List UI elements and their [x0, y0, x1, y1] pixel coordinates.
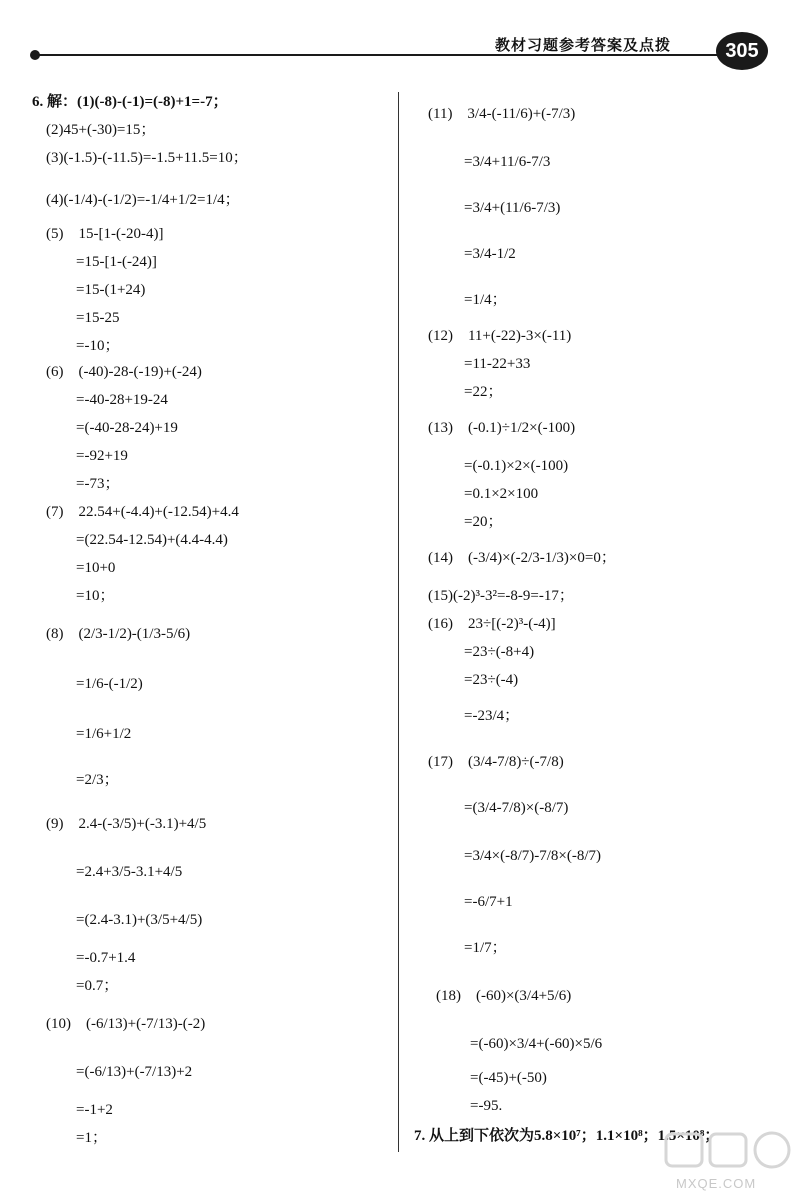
answer-line: =(3/4-7/8)×(-8/7): [464, 800, 569, 816]
answer-line: =10；: [76, 588, 115, 604]
answer-line: =3/4+(11/6-7/3): [464, 200, 561, 216]
answer-line: =1/7；: [464, 940, 507, 956]
answer-line: (16) 23÷[(-2)³-(-4)]: [428, 616, 556, 632]
answer-line: =1/6+1/2: [76, 726, 132, 742]
answer-line: =22；: [464, 384, 503, 400]
column-divider: [398, 92, 399, 1152]
answer-line: (5) 15-[1-(-20-4)]: [46, 226, 164, 242]
answer-line: =(-6/13)+(-7/13)+2: [76, 1064, 193, 1080]
answer-line: =(-45)+(-50): [470, 1070, 547, 1086]
page-number-badge: 305: [716, 32, 768, 70]
answer-line: (3)(-1.5)-(-11.5)=-1.5+11.5=10；: [46, 150, 248, 166]
answer-line: =15-[1-(-24)]: [76, 254, 157, 270]
answer-line: =(2.4-3.1)+(3/5+4/5): [76, 912, 203, 928]
header-title: 教材习题参考答案及点拨: [495, 37, 672, 54]
answer-line: =-0.7+1.4: [76, 950, 136, 966]
answer-line: =-23/4；: [464, 708, 520, 724]
answer-line: =10+0: [76, 560, 116, 576]
answer-line: =1/4；: [464, 292, 507, 308]
answer-line: =1/6-(-1/2): [76, 676, 143, 692]
answer-line: =-92+19: [76, 448, 128, 464]
answer-line: (17) (3/4-7/8)÷(-7/8): [428, 754, 564, 770]
answer-line: =3/4×(-8/7)-7/8×(-8/7): [464, 848, 602, 864]
answer-line: (13) (-0.1)÷1/2×(-100): [428, 420, 576, 436]
answer-line: (2)45+(-30)=15；: [46, 122, 156, 138]
answer-line: =(-0.1)×2×(-100): [464, 458, 569, 474]
answer-line: =11-22+33: [464, 356, 531, 372]
answer-line: =23÷(-8+4): [464, 644, 535, 660]
answer-line: =(-40-28-24)+19: [76, 420, 178, 436]
answer-line: (14) (-3/4)×(-2/3-1/3)×0=0；: [428, 550, 616, 566]
answer-line: (6) (-40)-28-(-19)+(-24): [46, 364, 202, 380]
answer-line: =-73；: [76, 476, 120, 492]
answer-line: =1；: [76, 1130, 107, 1146]
answer-line: =2.4+3/5-3.1+4/5: [76, 864, 183, 880]
answer-line: =23÷(-4): [464, 672, 519, 688]
answer-line: =-95.: [470, 1098, 503, 1114]
answer-line: =15-(1+24): [76, 282, 146, 298]
watermark-text: MXQE.COM: [676, 1176, 757, 1191]
answer-line: =-6/7+1: [464, 894, 513, 910]
answer-line: =20；: [464, 514, 503, 530]
answer-line: =-10；: [76, 338, 120, 354]
answer-line: =-1+2: [76, 1102, 113, 1118]
answer-line: (7) 22.54+(-4.4)+(-12.54)+4.4: [46, 504, 239, 520]
answer-line: =-40-28+19-24: [76, 392, 168, 408]
answer-line: =(-60)×3/4+(-60)×5/6: [470, 1036, 603, 1052]
answer-line: =2/3；: [76, 772, 119, 788]
answer-line: =0.7；: [76, 978, 119, 994]
answer-line: =3/4+11/6-7/3: [464, 154, 551, 170]
answer-line: (18) (-60)×(3/4+5/6): [436, 988, 572, 1004]
answer-line: (4)(-1/4)-(-1/2)=-1/4+1/2=1/4；: [46, 192, 240, 208]
page-header: [0, 0, 810, 90]
answer-line: 7. 从上到下依次为5.8×10⁷；1.1×10⁸；1.5×10⁸；: [414, 1128, 720, 1144]
answer-line: (10) (-6/13)+(-7/13)-(-2): [46, 1016, 206, 1032]
answer-line: (15)(-2)³-3²=-8-9=-17；: [428, 588, 574, 604]
answer-line: 6. 解：(1)(-8)-(-1)=(-8)+1=-7；: [32, 94, 228, 110]
answer-line: (8) (2/3-1/2)-(1/3-5/6): [46, 626, 191, 642]
answer-line: (11) 3/4-(-11/6)+(-7/3): [428, 106, 576, 122]
answer-line: (12) 11+(-22)-3×(-11): [428, 328, 572, 344]
answer-line: =0.1×2×100: [464, 486, 539, 502]
answer-line: =(22.54-12.54)+(4.4-4.4): [76, 532, 228, 548]
answer-line: =3/4-1/2: [464, 246, 516, 262]
answer-line: =15-25: [76, 310, 120, 326]
answer-line: (9) 2.4-(-3/5)+(-3.1)+4/5: [46, 816, 207, 832]
